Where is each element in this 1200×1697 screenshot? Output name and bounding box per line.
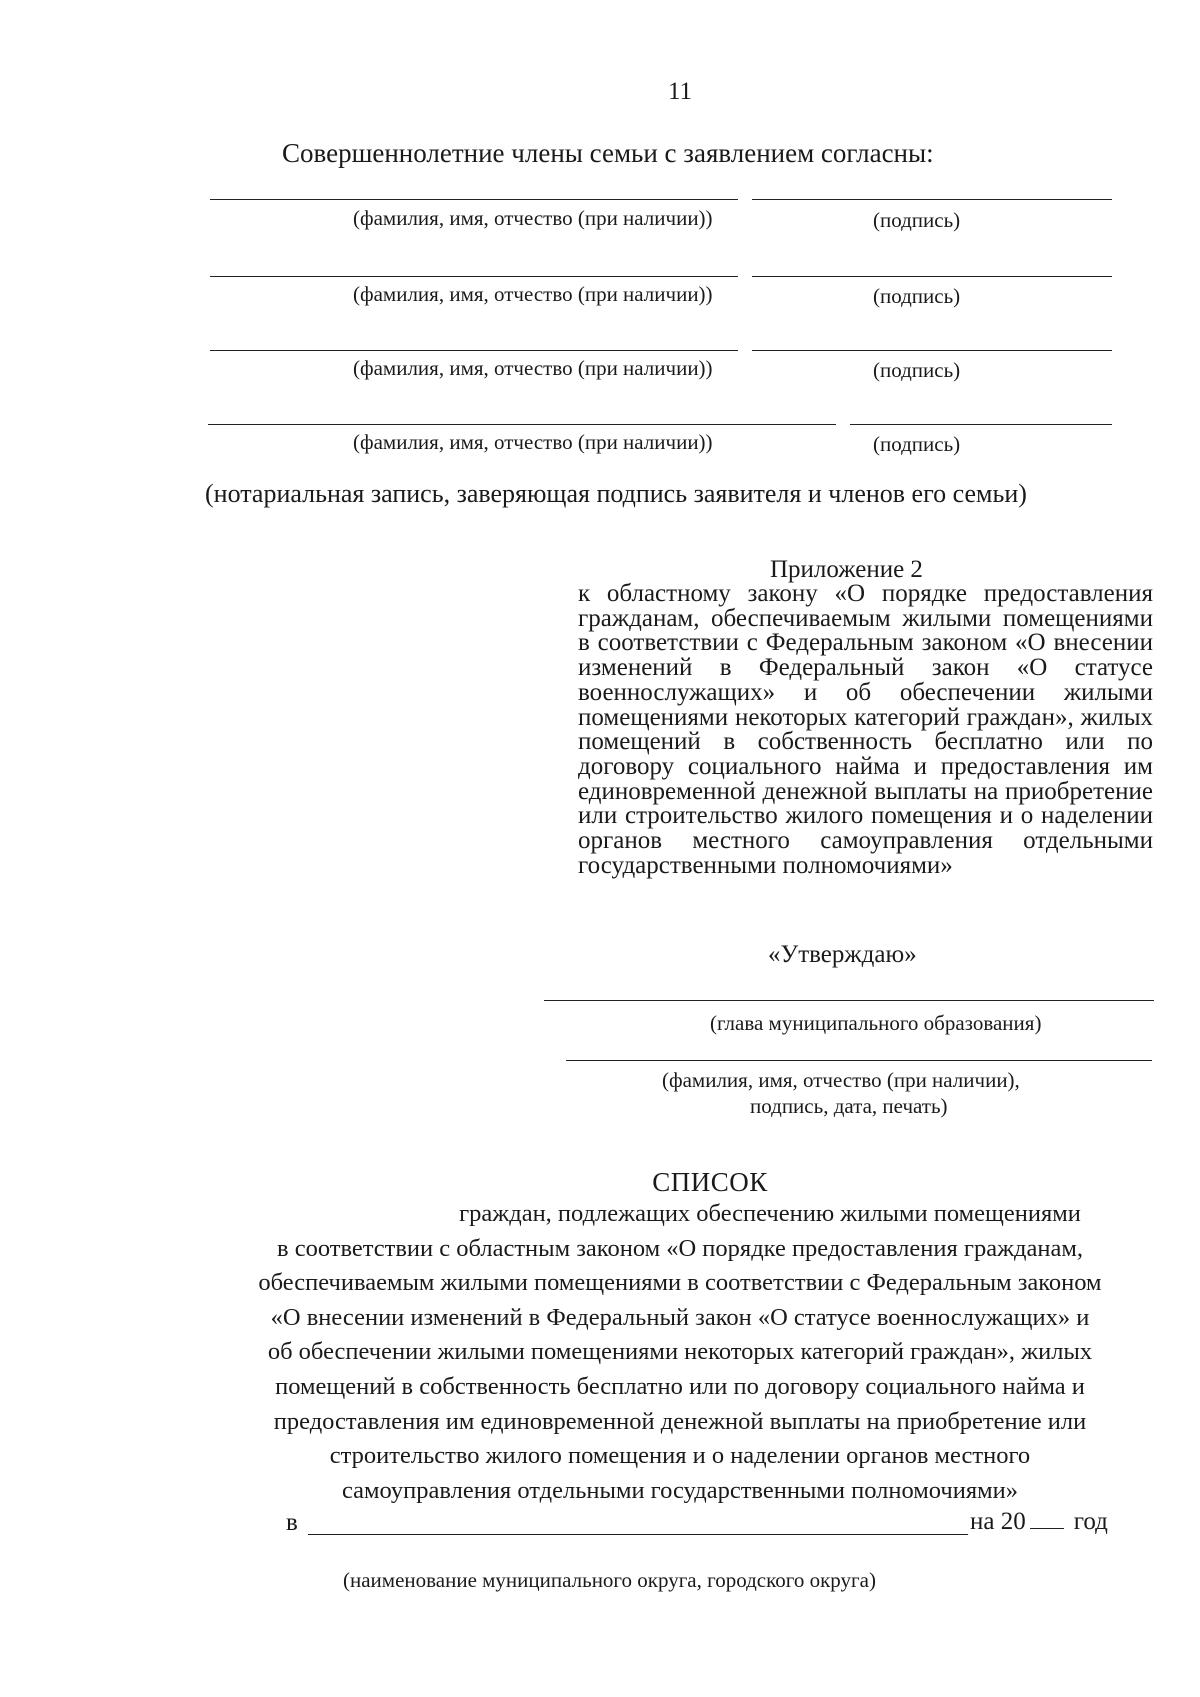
list-line: граждан, подлежащих обеспечению жилыми помещениями — [459, 1200, 1081, 1227]
list-line: помещений в собственность бесплатно или по договору социального найма и — [275, 1372, 1085, 1400]
signature-caption: (подпись) — [873, 358, 961, 382]
family-member-signature-line[interactable] — [850, 424, 1112, 425]
list-line: «О внесении изменений в Федеральный закон «О статусе военнослужащих» и — [270, 1303, 1090, 1331]
signature-caption: (подпись) — [873, 208, 961, 232]
list-line: предоставления им единовременной денежной выплаты на приобретение или — [273, 1407, 1087, 1435]
name-caption: (фамилия, имя, отчество (при наличии)) — [353, 282, 713, 306]
family-member-name-line[interactable] — [210, 276, 738, 277]
family-member-name-line[interactable] — [210, 350, 738, 351]
notary-note: (нотариальная запись, заверяющая подпись заявителя и членов его семьи) — [205, 479, 1027, 508]
head-caption: (глава муниципального образования) — [710, 1011, 1042, 1035]
name-caption: (фамилия, имя, отчество (при наличии)) — [353, 356, 713, 380]
signature-caption: (подпись) — [873, 432, 961, 456]
approval-label: «Утверждаю» — [768, 941, 917, 968]
list-line: самоуправления отдельными государственными полномочиями» — [342, 1476, 1018, 1504]
district-prefix: в — [286, 1509, 298, 1536]
year-input-line[interactable] — [1030, 1508, 1064, 1529]
list-line: строительство жилого помещения и о наделении органов местного — [329, 1442, 1031, 1470]
consent-heading: Совершеннолетние члены семьи с заявлением согласны: — [282, 138, 934, 168]
list-line: об обеспечении жилыми помещениями некоторых категорий граждан», жилых — [267, 1338, 1093, 1366]
district-caption: (наименование муниципального округа, городского округа) — [343, 1568, 876, 1592]
year-field — [970, 1508, 1108, 1536]
approval-signature-line[interactable] — [566, 1060, 1152, 1061]
family-member-signature-line[interactable] — [752, 199, 1112, 200]
year-prefix: на 20 — [970, 1508, 1026, 1535]
annex-description: к областному закону «О порядке предоставления гражданам, обеспечиваемым жилыми помещениями в соответствии с Федеральным законом «О внесении изменений в Федеральный закон «О статусе военнослужащих» и об обеспечении жилыми помещениями некоторых категорий граждан», жилых помещений в собственность бесплатно или по договору социального найма и предоставления им единовременной денежной выплаты на приобретение или строительство жилого помещения и о наделении органов местного самоуправления отдельными государственными полномочиями» — [578, 580, 1153, 879]
name-caption: (фамилия, имя, отчество (при наличии)) — [353, 206, 713, 230]
annex-title: Приложение 2 — [770, 556, 923, 583]
head-signature-line[interactable] — [544, 1000, 1154, 1001]
approval-caption-line2: подпись, дата, печать) — [750, 1094, 948, 1118]
approval-caption-line1: (фамилия, имя, отчество (при наличии), — [662, 1068, 1020, 1092]
list-description — [190, 1197, 1170, 1508]
name-caption: (фамилия, имя, отчество (при наличии)) — [353, 430, 713, 454]
list-line: в соответствии с областным законом «О порядке предоставления гражданам, — [277, 1234, 1083, 1262]
family-member-name-line[interactable] — [210, 199, 738, 200]
year-suffix: год — [1073, 1508, 1108, 1535]
list-line: обеспечиваемым жилыми помещениями в соответствии с Федеральным законом — [258, 1269, 1102, 1297]
family-member-name-line[interactable] — [208, 424, 836, 425]
family-member-signature-line[interactable] — [752, 276, 1112, 277]
signature-caption: (подпись) — [873, 284, 961, 308]
district-name-line[interactable] — [308, 1534, 968, 1535]
list-title: СПИСОК — [652, 1167, 768, 1197]
family-member-signature-line[interactable] — [752, 350, 1112, 351]
page-number: 11 — [667, 78, 693, 105]
